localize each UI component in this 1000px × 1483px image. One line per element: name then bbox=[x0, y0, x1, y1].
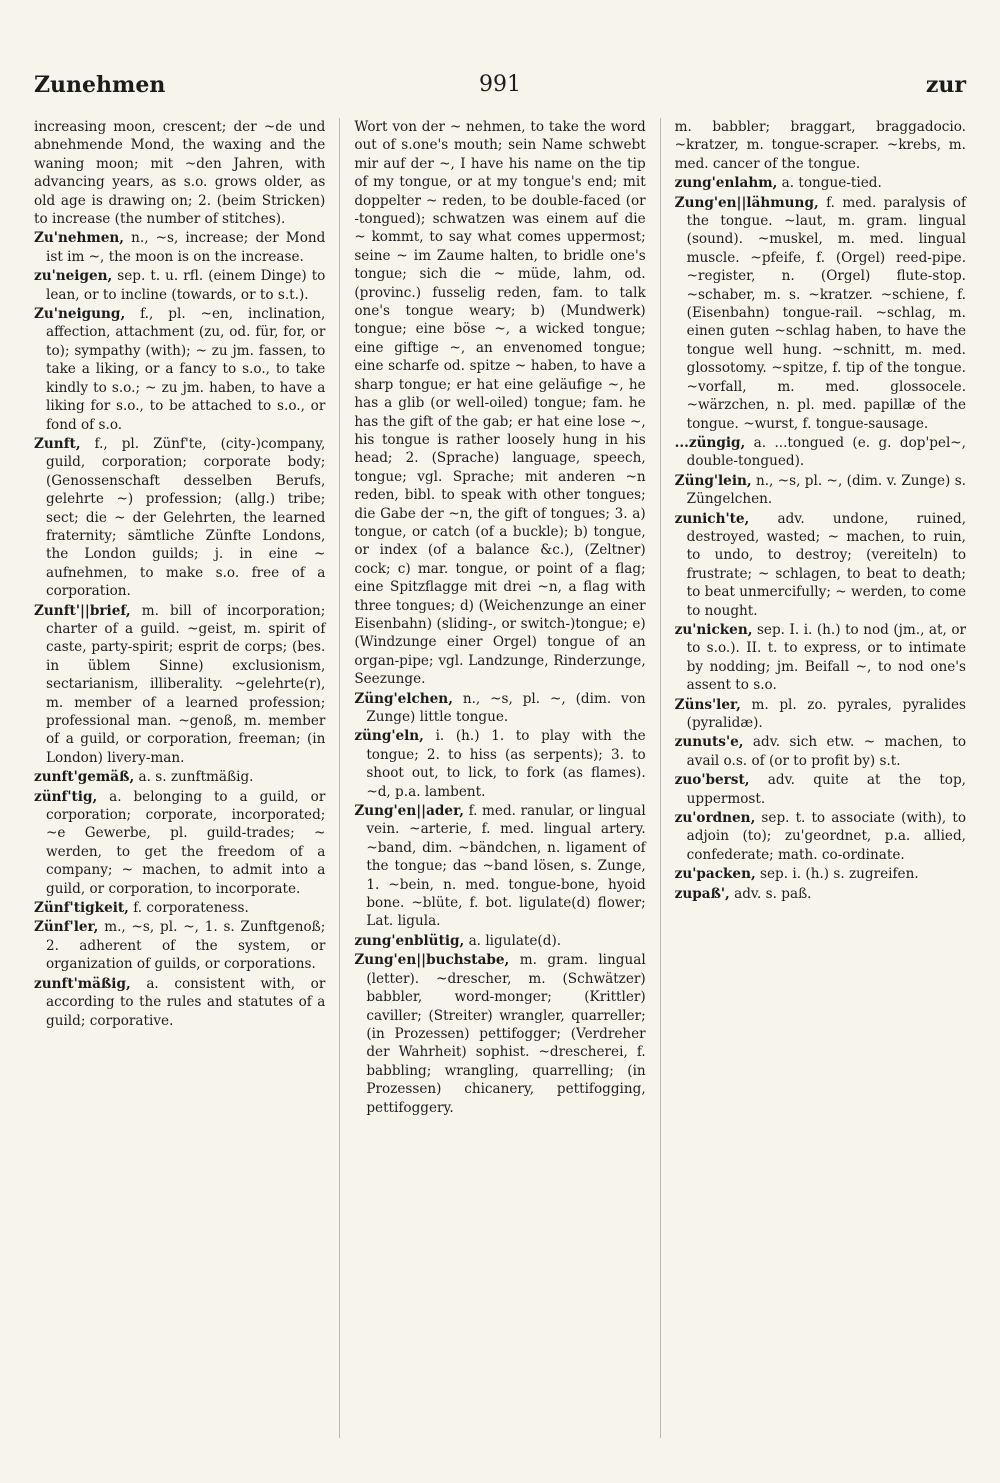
entry-headword: zünf'tig, bbox=[34, 788, 98, 805]
entry-definition: f. med. paralysis of the tongue. ~laut, m. gram. lingual (sound). ~muskel, m. med. lingual muscle. ~pfeife, f. (Orgel) reed-pipe. ~register, n. (Orgel) flute-stop. ~schaber, m. s. ~kratzer. ~schiene, f. (Eisenbahn) tongue-rail. ~schlag, m. einen guten ~schlag haben, to have the tongue well hung. ~schnitt, m. med. glossotomy. ~spitze, f. tip of the tongue. ~vorfall, m. med. glossocele. ~wärzchen, n. pl. med. papillæ of the tongue. ~wurst, f. tongue-sausage. bbox=[686, 194, 967, 432]
right-running-headword: zur bbox=[925, 72, 966, 98]
entry-definition: a. belonging to a guild, or corporation; corporate, incorporated; ~e Gewerbe, pl. guild-trades; ~ werden, to get the freedom of a company; ~ machen, to admit into a guild, or corporation, to incorporate. bbox=[46, 788, 326, 897]
entry-headword: Zünf'ler, bbox=[34, 919, 99, 936]
dictionary-entry bbox=[675, 510, 966, 620]
dictionary-entry bbox=[34, 305, 325, 434]
dictionary-entry bbox=[675, 194, 966, 433]
entry-headword: Züng'elchen, bbox=[354, 690, 453, 707]
entry-definition: adv. sich etw. ~ machen, to avail o.s. of (or to profit by) s.t. bbox=[686, 734, 966, 769]
entry-definition: f., pl. Zünf'te, (city-)company, guild, corporation; corporate body; (Genossenschaft desselben Berufs, gelehrte ~) profession; (allg.) tribe; sect; die ~ der Gelehrten, the learned fraternity; sämtliche Zünfte Londons, the London guilds; j. in eine ~ aufnehmen, to make s.o. free of a corporation. bbox=[46, 435, 326, 600]
column-3 bbox=[675, 118, 966, 1438]
entry-definition: f., pl. ~en, inclination, affection, attachment (zu, od. für, for, or to); sympathy (with); ~ zu jm. fassen, to take a liking, or a fancy to s.o., to take kindly to s.o.; ~ zu jm. haben, to have a liking for s.o., to be attached to s.o., or fond of s.o. bbox=[46, 306, 326, 433]
entry-definition: f. corporateness. bbox=[133, 900, 249, 917]
dictionary-entry bbox=[34, 768, 325, 786]
entry-definition: adv. s. paß. bbox=[734, 885, 812, 902]
entry-definition: m. gram. lingual (letter). ~drescher, m. (Schwätzer) babbler, word-monger; (Krittler) caviller; (Streiter) wrangler, quarreller; (in Prozessen) pettifogger; (Verdreher der Wahrheit) sophist. ~drescherei, f. babbling; wrangling, quarrelling; (in Prozessen) chicanery, pettifogging, pettifoggery. bbox=[366, 952, 646, 1116]
entry-definition: sep. t. to associate (with), to adjoin (to); zu'geordnet, p.a. allied, confederate; math. co-ordinate. bbox=[686, 810, 967, 863]
entry-definition: f. med. ranular, or lingual vein. ~arterie, f. med. lingual artery. ~band, dim. ~bändchen, n. ligament of the tongue; das ~band lösen, s. Zunge, 1. ~bein, n. med. tongue-bone, hyoid bone. ~blüte, f. bot. ligulate(d) flower; Lat. ligula. bbox=[366, 803, 646, 930]
entry-definition: i. (h.) 1. to play with the tongue; 2. to hiss (as serpents); 3. to shoot out, to lick, to fork (as flames). ~d, p.a. lambent. bbox=[366, 728, 646, 800]
dictionary-entry bbox=[675, 885, 966, 903]
page-header bbox=[34, 72, 966, 102]
dictionary-entry bbox=[675, 434, 966, 471]
dictionary-entry bbox=[675, 865, 966, 883]
dictionary-entry bbox=[34, 899, 325, 917]
dictionary-entry bbox=[34, 267, 325, 304]
entry-definition: sep. i. (h.) s. zugreifen. bbox=[760, 866, 919, 883]
entry-definition: m. bill of incorporation; charter of a guild. ~geist, m. spirit of caste, party-spirit; esprit de corps; (bes. in üblem Sinne) exclusionism, sectarianism, illiberality. ~gelehrte(r), m. member of a learned profession; professional man. ~genoß, m. member of a guild, or corporation, freeman; (in London) livery-man. bbox=[46, 602, 326, 766]
entry-definition: n., ~s, pl. ~, (dim. v. Zunge) s. Züngelchen. bbox=[686, 472, 967, 508]
entry-definition: Wort von der ~ nehmen, to take the word out of s.one's mouth; sein Name schwebt mir auf der ~, I have his name on the tip of my tongue, or at my tongue's end; mit doppelter ~ reden, to be double-faced (or -tongued); schwatzen was einem auf die ~ kommt, to say what comes uppermost; seine ~ im Zaume halten, to bridle one's tongue; sich die ~ müde, lahm, od. (provinc.) fusselig reden, fam. to talk one's tongue weary; b) (Mundwerk) tongue; eine böse ~, a wicked tongue; eine giftige ~, an envenomed tongue; eine scharfe od. spitze ~ haben, to have a sharp tongue; er hat eine geläufige ~, he has a glib (or well-oiled) tongue; fam. he has the gift of the gab; er hat eine lose ~, his tongue is rather loosely hung in his head; 2. (Sprache) language, speech, tongue; vgl. Sprache; mit anderen ~n reden, bibl. to speak with other tongues; die Gabe der ~n, the gift of tongues; 3. a) tongue, or catch (of a buckle); b) tongue, or index (of a balance &c.), (Zeltner) cock; c) mar. tongue, or point of a flag; eine Spitzflagge mit drei ~n, a flag with three tongues; d) (Weichenzunge an einer Eisenbahn) (sliding-, or switch-)tongue; e) (Windzunge einer Orgel) tongue of an organ-pipe; vgl. Landzunge, Rinderzunge, Seezunge. bbox=[354, 119, 646, 688]
left-running-headword: Zunehmen bbox=[34, 72, 166, 98]
entry-headword: zung'enblütig, bbox=[354, 932, 465, 949]
entry-headword: Zunft, bbox=[34, 435, 81, 452]
dictionary-entry bbox=[675, 174, 966, 192]
dictionary-entry bbox=[675, 809, 966, 864]
entry-definition: a. s. zunftmäßig. bbox=[138, 769, 254, 786]
dictionary-entry bbox=[34, 229, 325, 266]
dictionary-entry bbox=[675, 472, 966, 509]
entry-headword: zuo'berst, bbox=[674, 772, 750, 789]
entry-definition: sep. I. i. (h.) to nod (jm., at, or to s.o.). II. t. to express, or to intimate by nodding; jm. Beifall ~, to nod one's assent to s.o. bbox=[686, 621, 967, 694]
entry-headword: zu'neigen, bbox=[34, 268, 113, 285]
dictionary-entry bbox=[354, 727, 645, 801]
entry-headword: zunft'gemäß, bbox=[34, 769, 135, 786]
dictionary-entry bbox=[34, 118, 325, 228]
entry-definition: n., ~s, increase; der Mond ist im ~, the moon is on the increase. bbox=[46, 230, 326, 265]
dictionary-entry bbox=[675, 621, 966, 695]
entry-definition: sep. t. u. rfl. (einem Dinge) to lean, or to incline (towards, or to s.t.). bbox=[46, 268, 326, 303]
entry-definition: increasing moon, crescent; der ~de und abnehmende Mond, the waxing and the waning moon; mit ~den Jahren, with advancing years, as s.o. grows older, as old age is drawing on; 2. (beim Stricken) to increase (the number of stitches). bbox=[34, 119, 326, 228]
entry-definition: a. ...tongued (e. g. dop'pel~, double-tongued). bbox=[686, 434, 967, 470]
entry-definition: m. babbler; braggart, braggadocio. ~kratzer, m. tongue-scraper. ~krebs, m. med. cancer of the tongue. bbox=[674, 119, 967, 172]
dictionary-entry bbox=[354, 118, 645, 689]
entry-headword: Züng'lein, bbox=[674, 472, 752, 489]
dictionary-entry bbox=[34, 788, 325, 898]
entry-headword: Züns'ler, bbox=[674, 696, 741, 713]
dictionary-entry bbox=[34, 435, 325, 601]
entry-definition: a. ligulate(d). bbox=[468, 932, 562, 949]
entry-definition: a. tongue-tied. bbox=[781, 175, 882, 192]
entry-headword: Zünf'tigkeit, bbox=[34, 900, 129, 917]
entry-headword: züng'eln, bbox=[354, 728, 424, 745]
column-divider bbox=[660, 118, 661, 1438]
dictionary-entry bbox=[354, 951, 645, 1117]
entry-definition: adv. quite at the top, uppermost. bbox=[686, 772, 967, 807]
dictionary-entry bbox=[34, 975, 325, 1030]
entry-headword: ...züngig, bbox=[674, 434, 746, 451]
dictionary-entry bbox=[34, 602, 325, 768]
entry-headword: Zu'nehmen, bbox=[34, 230, 125, 247]
dictionary-entry bbox=[675, 771, 966, 808]
entry-definition: m. pl. zo. pyrales, pyralides (pyralidæ). bbox=[686, 696, 967, 731]
dictionary-entry bbox=[675, 696, 966, 733]
column-1 bbox=[34, 118, 325, 1438]
column-2 bbox=[354, 118, 645, 1438]
entry-headword: zung'enlahm, bbox=[674, 175, 778, 192]
entry-definition: a. consistent with, or according to the rules and statutes of a guild; corporative. bbox=[46, 975, 326, 1029]
entry-headword: zu'packen, bbox=[674, 866, 756, 883]
dictionary-entry bbox=[675, 118, 966, 173]
entry-headword: Zunft'||brief, bbox=[34, 602, 131, 619]
entry-headword: Zung'en||ader, bbox=[354, 803, 464, 820]
dictionary-entry bbox=[354, 690, 645, 727]
entry-headword: Zung'en||buchstabe, bbox=[354, 952, 510, 969]
entry-definition: m., ~s, pl. ~, 1. s. Zunftgenoß; 2. adherent of the system, or organization of guilds, or corporations. bbox=[46, 919, 326, 973]
entry-headword: zu'nicken, bbox=[674, 621, 753, 638]
page-number: 991 bbox=[479, 72, 521, 97]
entry-definition: n., ~s, pl. ~, (dim. von Zunge) little tongue. bbox=[366, 690, 646, 725]
dictionary-entry bbox=[675, 733, 966, 770]
entry-headword: zunuts'e, bbox=[674, 734, 744, 751]
dictionary-columns bbox=[34, 118, 966, 1438]
entry-headword: Zung'en||lähmung, bbox=[674, 194, 819, 211]
column-divider bbox=[339, 118, 340, 1438]
entry-definition: adv. undone, ruined, destroyed, wasted; ~ machen, to ruin, to undo, to destroy; (vereiteln) to frustrate; ~ schlagen, to beat to death; to beat unmercifully; ~ werden, to come to nought. bbox=[686, 510, 967, 619]
dictionary-entry bbox=[354, 932, 645, 950]
entry-headword: Zu'neigung, bbox=[34, 306, 126, 323]
entry-headword: zunft'mäßig, bbox=[34, 975, 131, 992]
entry-headword: zu'ordnen, bbox=[674, 810, 756, 827]
dictionary-entry bbox=[354, 802, 645, 931]
entry-headword: zunich'te, bbox=[674, 510, 750, 527]
dictionary-entry bbox=[34, 918, 325, 973]
entry-headword: zupaß', bbox=[674, 885, 730, 902]
